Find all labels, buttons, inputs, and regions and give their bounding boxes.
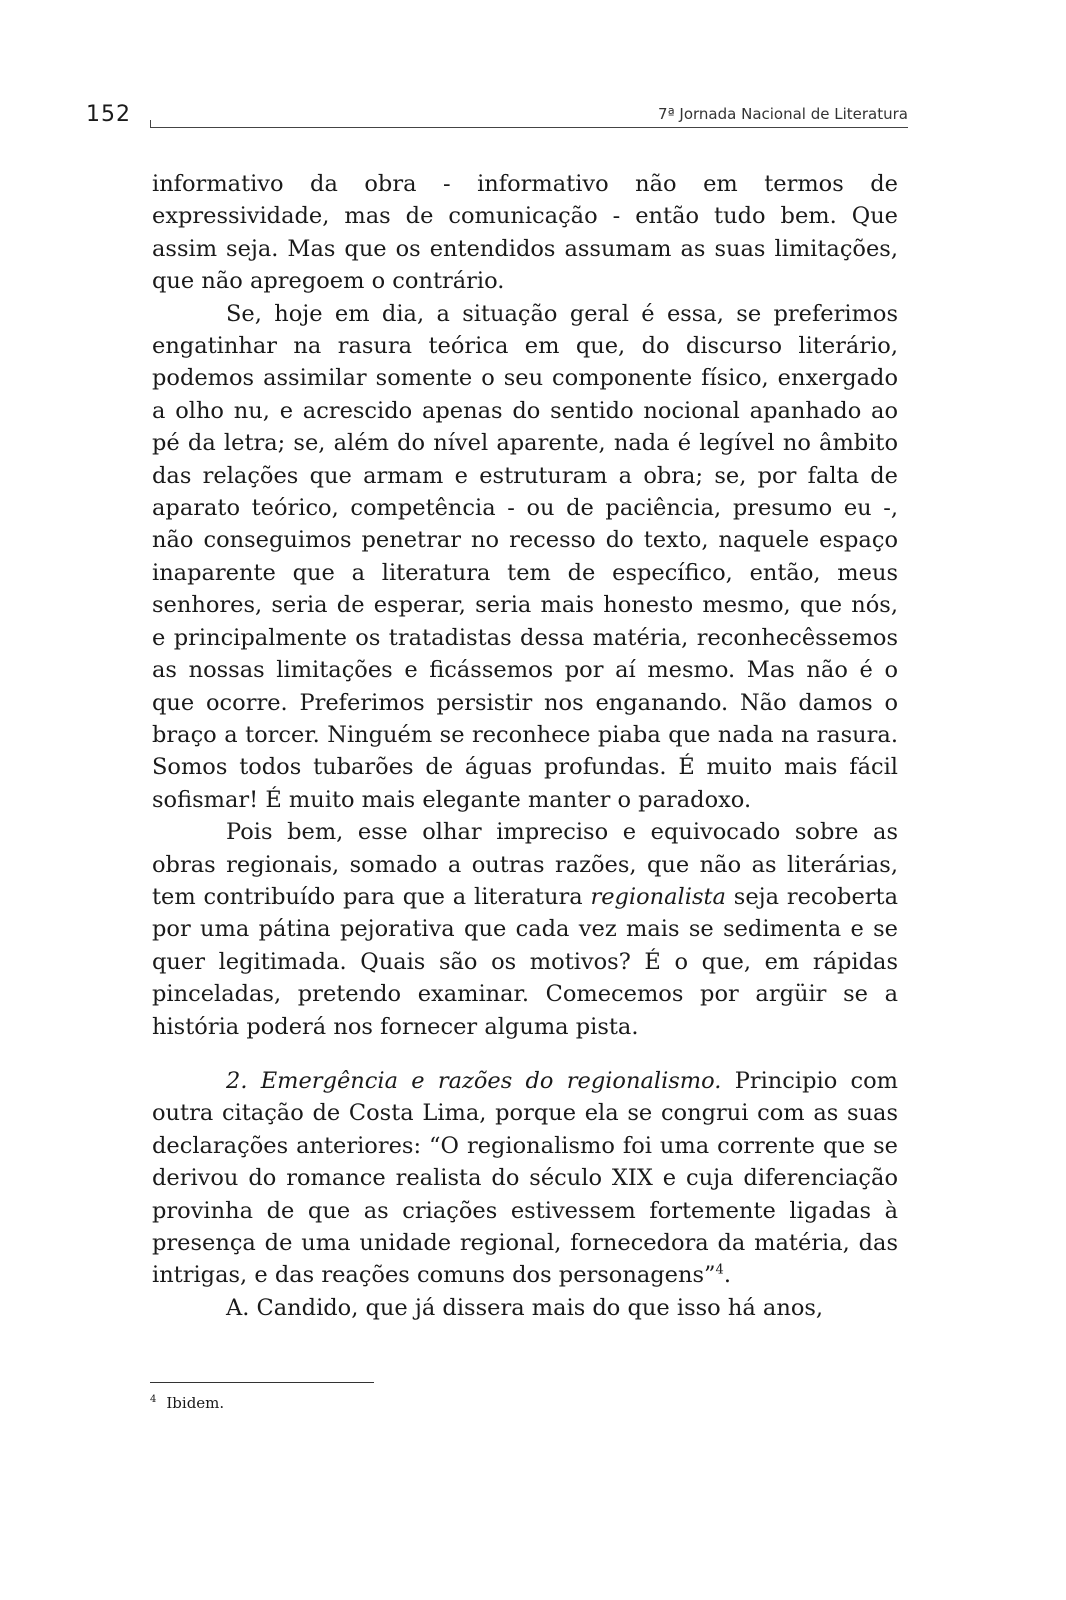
- paragraph-1: informativo da obra - informativo não em termos de expressividade, mas de comunicação - então tudo bem. Que assim seja. Mas que os entendidos assumam as suas limitações, que não apregoem o contrário.: [152, 171, 898, 295]
- footnote-separator: [150, 1382, 374, 1383]
- page-header: [86, 100, 908, 130]
- paragraph-3: [152, 816, 898, 1043]
- footnote-text: Ibidem.: [166, 1394, 225, 1412]
- paragraph-4-end: .: [723, 1262, 731, 1289]
- page-number: 152: [86, 102, 131, 127]
- paragraph-2: Se, hoje em dia, a situação geral é essa, se preferimos engatinhar na rasura teórica em que, do discurso literário, podemos assimilar somente o seu componente físico, enxergado a olho nu, e acrescido apenas do sentido nocional apanhado ao pé da letra; se, além do nível aparente, nada é legível no âmbito das relações que armam e estruturam a obra; se, por falta de aparato teórico, competência - ou de paciência, presumo eu -, não conseguimos penetrar no recesso do texto, naquele espaço inaparente que a literatura tem de específico, então, meus senhores, seria de esperar, seria mais honesto mesmo, que nós, e principalmente os tratadistas dessa matéria, reconhecêssemos as nossas limitações e ficássemos por aí mesmo. Mas não é o que ocorre. Preferimos persistir nos enganando. Não damos o braço a torcer. Ninguém se reconhece piaba que nada na rasura. Somos todos tubarões de águas profundas. É muito mais fácil sofismar! É muito mais elegante manter o paradoxo.: [152, 300, 898, 813]
- header-rule: [150, 127, 908, 128]
- footnote-number: 4: [150, 1394, 157, 1405]
- footnote-reference: 4: [715, 1262, 724, 1278]
- paragraph-3-text-start: Pois bem, esse olhar impreciso e equivocado sobre as obras regionais, somado a outras razões, que não as literárias, tem contribuído para que a literatura: [152, 819, 898, 910]
- body-text: [152, 168, 898, 1324]
- running-title: 7ª Jornada Nacional de Literatura: [658, 105, 908, 123]
- paragraph-3-text-end: seja recoberta por uma pátina pejorativa que cada vez mais se sedimenta e se quer legitimada. Quais são os motivos? É o que, em rápidas pinceladas, pretendo examinar. Comecemos por argüir se a história poderá nos fornecer alguma pista.: [152, 883, 898, 1040]
- paragraph-5: A. Candido, que já dissera mais do que isso há anos,: [226, 1294, 824, 1321]
- paragraph-4: [152, 1065, 898, 1292]
- italic-term: regionalista: [590, 883, 726, 910]
- section-heading: 2. Emergência e razões do regionalismo.: [226, 1067, 722, 1094]
- paragraph-4-text: Principio com outra citação de Costa Lima, porque ela se congrui com as suas declarações anteriores: “O regionalismo foi uma corrente que se derivou do romance realista do século XIX e cuja diferenciação provinha de que as criações estivessem fortemente ligadas à presença de uma unidade regional, fornecedora da matéria, das intrigas, e das reações comuns dos personagens”: [152, 1067, 898, 1289]
- footnote: [150, 1394, 224, 1412]
